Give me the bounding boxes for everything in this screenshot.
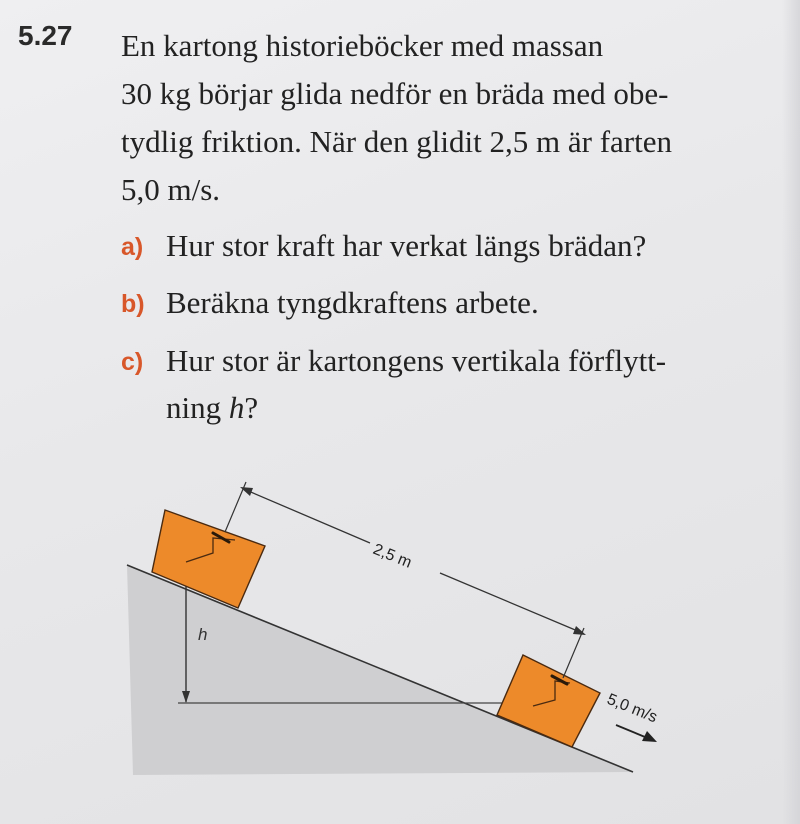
question-a-text: Hur stor kraft har verkat längs brädan? bbox=[166, 228, 647, 263]
question-b-label: b) bbox=[121, 290, 145, 318]
distance-label: 2,5 m bbox=[370, 540, 414, 572]
problem-text-line-2: 30 kg börjar glida nedför en bräda med obe- bbox=[121, 76, 669, 111]
problem-text-line-1: En kartong historieböcker med massan bbox=[121, 28, 604, 63]
speed-label: 5,0 m/s bbox=[604, 690, 660, 727]
problem-text-line-4: 5,0 m/s. bbox=[121, 172, 221, 207]
question-b-text: Beräkna tyngdkraftens arbete. bbox=[166, 285, 539, 320]
question-a-label: a) bbox=[121, 233, 144, 261]
dimension-line-left bbox=[246, 490, 370, 543]
problem-text-line-3: tydlig friktion. När den glidit 2,5 m är farten bbox=[121, 124, 672, 159]
question-c-label: c) bbox=[121, 348, 144, 376]
height-label: h bbox=[198, 625, 208, 644]
height-variable: h bbox=[228, 390, 245, 425]
velocity-arrow-head bbox=[642, 731, 657, 742]
dimension-line-right bbox=[440, 573, 580, 632]
velocity-arrow-line bbox=[616, 725, 645, 737]
dimension-arrow-right bbox=[573, 626, 586, 635]
question-c-text-line-2: ning h? bbox=[166, 390, 259, 425]
dimension-extension-bottom bbox=[563, 628, 584, 678]
question-c-text-line-1: Hur stor är kartongens vertikala förflytt- bbox=[166, 343, 667, 378]
problem-number: 5.27 bbox=[18, 20, 73, 51]
